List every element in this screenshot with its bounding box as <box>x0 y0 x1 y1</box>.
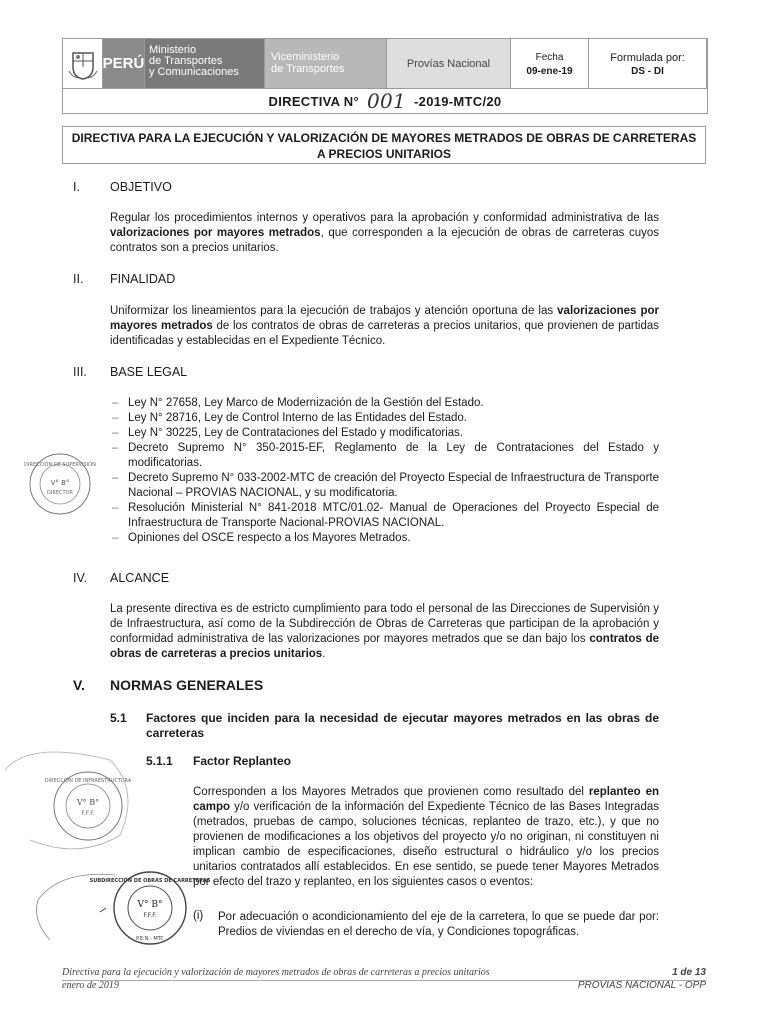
subsubsection-number: 5.1.1 <box>146 754 173 768</box>
stamp-circle-outline <box>0 740 140 860</box>
svg-text:DIRECCIÓN DE INFRAESTRUCTURA: DIRECCIÓN DE INFRAESTRUCTURA <box>44 778 132 784</box>
footer-right <box>578 966 706 992</box>
section-alcance-text: La presente directiva es de estricto cumplimiento para todo el personal de las Direcciones de Supervisión y de Infraestructura, así como de la Subdirección de Obras de Carreteras que participan de la aprobación y conformidad administrativa de las valorizaciones por mayores metrados que se dan bajo los contratos de obras de carreteras a precios unitarios. <box>110 603 659 660</box>
svg-text:F.F.F.: F.F.F. <box>81 810 95 817</box>
list-item: – Ley N° 27658, Ley Marco de Modernización de la Gestión del Estado. <box>110 396 659 411</box>
list-item: – Ley N° 30225, Ley de Contrataciones del Estado y modificatorias. <box>110 426 659 441</box>
section-objetivo-text: Regular los procedimientos internos y operativos para la aprobación y conformidad administrativa de las valorizaciones por mayores metrados, que corresponden a la ejecución de obras de carreteras cuyos contratos son a precios unitarios. <box>110 212 659 254</box>
list-item: – Decreto Supremo N° 350-2015-EF, Reglamento de la Ley de Contrataciones del Estado y modificatorias. <box>110 441 659 471</box>
svg-text:SUBDIRECCIÓN DE OBRAS DE CARRE: SUBDIRECCIÓN DE OBRAS DE CARRETERAS <box>89 878 211 884</box>
author-cell <box>589 39 707 88</box>
footer-left: Directiva para la ejecución y valorización de mayores metrados de obras de carreteras a precios unitarios enero de 2019 <box>62 967 490 991</box>
list-item: – Decreto Supremo N° 033-2002-MTC de creación del Proyecto Especial de Infraestructura de Transporte Nacional – PROVIAS NACIONAL, y su modificatoria. <box>110 471 659 501</box>
list-item: – Resolución Ministerial N° 841-2018 MTC/01.02- Manual de Operaciones del Proyecto Especial de Infraestructura de Transporte Nacional-PROVIAS NACIONAL. <box>110 501 659 531</box>
date-value: 09-ene-19 <box>526 66 573 77</box>
svg-text:V° B°: V° B° <box>76 798 100 807</box>
subsection-title: Factores que inciden para la necesidad de ejecutar mayores metrados en las obras de carreteras <box>146 711 659 740</box>
base-legal-list <box>110 396 659 546</box>
svg-text:F.F.F.: F.F.F. <box>143 912 157 919</box>
svg-text:P.E.N.- MTC: P.E.N.- MTC <box>136 936 164 942</box>
svg-text:V° B°: V° B° <box>50 479 70 487</box>
list-item: – Ley N° 28716, Ley de Control Interno de las Entidades del Estado. <box>110 411 659 426</box>
ministry-label: Ministerio de Transportes y Comunicaciones <box>145 39 265 88</box>
signature-outline <box>30 870 120 950</box>
document-header <box>62 38 708 114</box>
coat-of-arms-icon <box>63 39 103 88</box>
footer-org: PROVIAS NACIONAL - OPP <box>577 980 706 991</box>
factor-replanteo-text: Corresponden a los Mayores Metrados que provienen como resultado del replanteo en campo y/o verificación de la información del Expediente Técnico de las Bases Integradas (metrados, pruebas de campo, soluciones técnicas, replanteo de trazo, etc.), y que no provienen de modificaciones a los objetivos del proyecto y/o no originan, ni constituyen ni implican cambio de especificaciones, diseño estructural o hidráulico y/o los precios unitarios contratados allí establecidos. En ese sentido, se puede tener Mayores Metrados por efecto del trazo y replanteo, en los siguientes casos o eventos: <box>193 786 659 888</box>
author-label: Formulada por: <box>610 52 685 64</box>
svg-text:V° B°: V° B° <box>137 900 163 910</box>
peru-label: PERÚ <box>103 39 145 88</box>
date-cell <box>511 39 589 88</box>
provias-label: Provías Nacional <box>387 39 511 88</box>
supervision-stamp <box>24 452 96 516</box>
viceministry-label: Viceministerio de Transportes <box>265 39 387 88</box>
obras-carreteras-stamp <box>89 868 211 948</box>
author-value: DS - DI <box>631 66 664 77</box>
list-item: – Opiniones del OSCE respecto a los Mayores Metrados. <box>110 531 659 546</box>
svg-text:DIRECTOR: DIRECTOR <box>47 490 73 496</box>
subsection-number: 5.1 <box>110 711 127 725</box>
item-text: Por adecuación o acondicionamiento del eje de la carretera, lo que se puede dar por: Predios de viviendas en el derecho de vía, y Condiciones topográficas. <box>218 911 659 938</box>
date-label: Fecha <box>535 52 564 63</box>
directive-number-row: DIRECTIVA N° 001 -2019-MTC/20 <box>63 88 707 113</box>
svg-text:DIRECCIÓN DE SUPERVISIÓN: DIRECCIÓN DE SUPERVISIÓN <box>24 462 96 468</box>
document-title: DIRECTIVA PARA LA EJECUCIÓN Y VALORIZACIÓN DE MAYORES METRADOS DE OBRAS DE CARRETERAS A PRECIOS UNITARIOS <box>62 126 706 164</box>
handwritten-number: 001 <box>366 89 407 113</box>
item-number: (i) <box>193 910 204 922</box>
subsubsection-title: Factor Replanteo <box>193 754 292 768</box>
section-finalidad-text: Uniformizar los lineamientos para la ejecución de trabajos y atención oportuna de las valorizaciones por mayores metrados de los contratos de obras de carreteras a precios unitarios, que provienen de partidas identificadas y establecidas en el Expediente Técnico. <box>110 305 659 347</box>
page-number: 1 de 13 <box>672 967 706 978</box>
